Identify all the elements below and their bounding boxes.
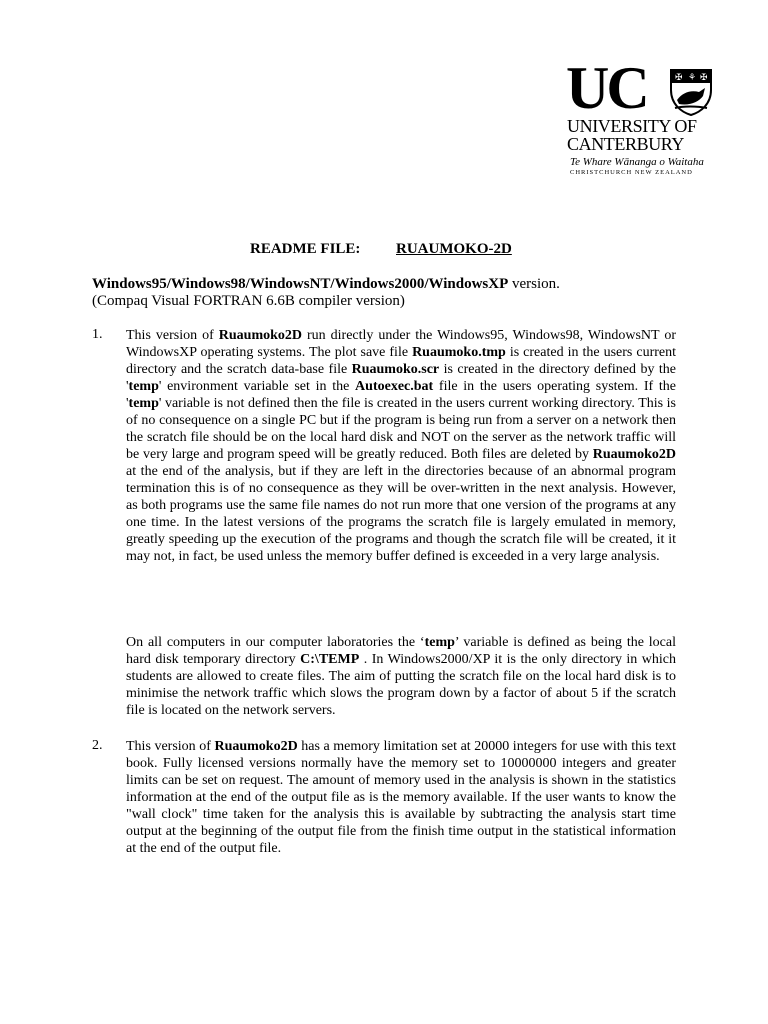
item-number-2: 2. — [92, 738, 103, 753]
logo-letters: UC — [566, 55, 647, 121]
title-label: README FILE: — [250, 241, 361, 257]
item-2-paragraph: This version of Ruaumoko2D has a memory limitation set at 20000 integers for use with this text book. Fully licensed versions normally have the memory set to 10000000 integers and greater limits can be set on request. The amount of memory used in the analysis is shown in the statistics information at the end of the output file as is the memory available. If the user wants to know the "wall clock" time taken for the analysis this is available by subtracting the analysis start time output at the beginning of the output file from the finish time output in the statistical information at the end of the output file. — [126, 739, 677, 856]
version-suffix: version. — [508, 276, 560, 292]
temp-variable: temp — [424, 635, 455, 650]
crest-icon — [669, 68, 713, 116]
autoexec-file: Autoexec.bat — [355, 379, 434, 394]
svg-text:⚘: ⚘ — [688, 73, 697, 83]
logo-location: CHRISTCHURCH NEW ZEALAND — [570, 169, 693, 176]
item-1-paragraph-2: On all computers in our computer laboratories the ‘temp’ variable is defined as being the local hard disk temporary directory C:\TEMP . In Windows2000/XP it is the only directory in which students are allowed to create files. The aim of putting the scratch file on the local hard disk is to minimise the network traffic which slows the program down by a factor of about 5 if the scratch file is located on the network servers. — [126, 635, 676, 718]
item-1-paragraph-1: This version of Ruaumoko2D run directly under the Windows95, Windows98, WindowsNT or WindowsXP operating systems. The plot save file Ruaumoko.tmp is created in the users current directory and the scratch data-base file Ruaumoko.scr is created in the directory defined by the 'temp' environment variable set in the Autoexec.bat file in the users operating system. If the 'temp' variable is not defined then the file is created in the users current working directory. This is of no consequence on a single PC but if the program is being run from a server on a network then the scratch file should be on the local hard disk and NOT on the server as the network traffic will be very large and program speed will be greatly reduced. Both files are deleted by Ruaumoko2D at the end of the analysis, but if they are left in the directories because of an abnormal program termination this is of no consequence as they will be over-written in the next analysis. However, as both programs use the same file names do not run more that one version of the programs at any one time. In the latest versions of the programs the scratch file is largely emulated in memory, greatly speeding up the execution of the programs and though the scratch file will be created, it it may not, in fact, be used unless the memory buffer defined is exceeded in a very large analysis. — [126, 328, 677, 564]
program-name: Ruaumoko2D — [592, 447, 676, 462]
compiler-line: (Compaq Visual FORTRAN 6.6B compiler version) — [92, 293, 405, 309]
version-info — [92, 276, 560, 310]
logo-university-of: UNIVERSITY OF — [567, 116, 697, 136]
program-name: Ruaumoko2D — [214, 739, 298, 754]
program-name: Ruaumoko2D — [218, 328, 303, 343]
university-logo — [566, 55, 716, 176]
svg-text:✠: ✠ — [675, 73, 683, 83]
plot-file-name: Ruaumoko.tmp — [412, 345, 506, 360]
svg-text:✠: ✠ — [700, 73, 708, 83]
scratch-file-name: Ruaumoko.scr — [351, 362, 440, 377]
temp-variable: temp — [128, 379, 159, 394]
temp-directory: C:\TEMP — [300, 652, 360, 667]
temp-variable: temp — [128, 396, 159, 411]
title-program: RUAUMOKO-2D — [396, 241, 512, 257]
logo-maori-name: Te Whare Wānanga o Waitaha — [570, 156, 704, 168]
platforms-text: Windows95/Windows98/WindowsNT/Windows2000/WindowsXP — [92, 276, 509, 292]
item-number-1: 1. — [92, 327, 103, 342]
version-line — [92, 276, 560, 293]
logo-canterbury: CANTERBURY — [567, 134, 685, 154]
